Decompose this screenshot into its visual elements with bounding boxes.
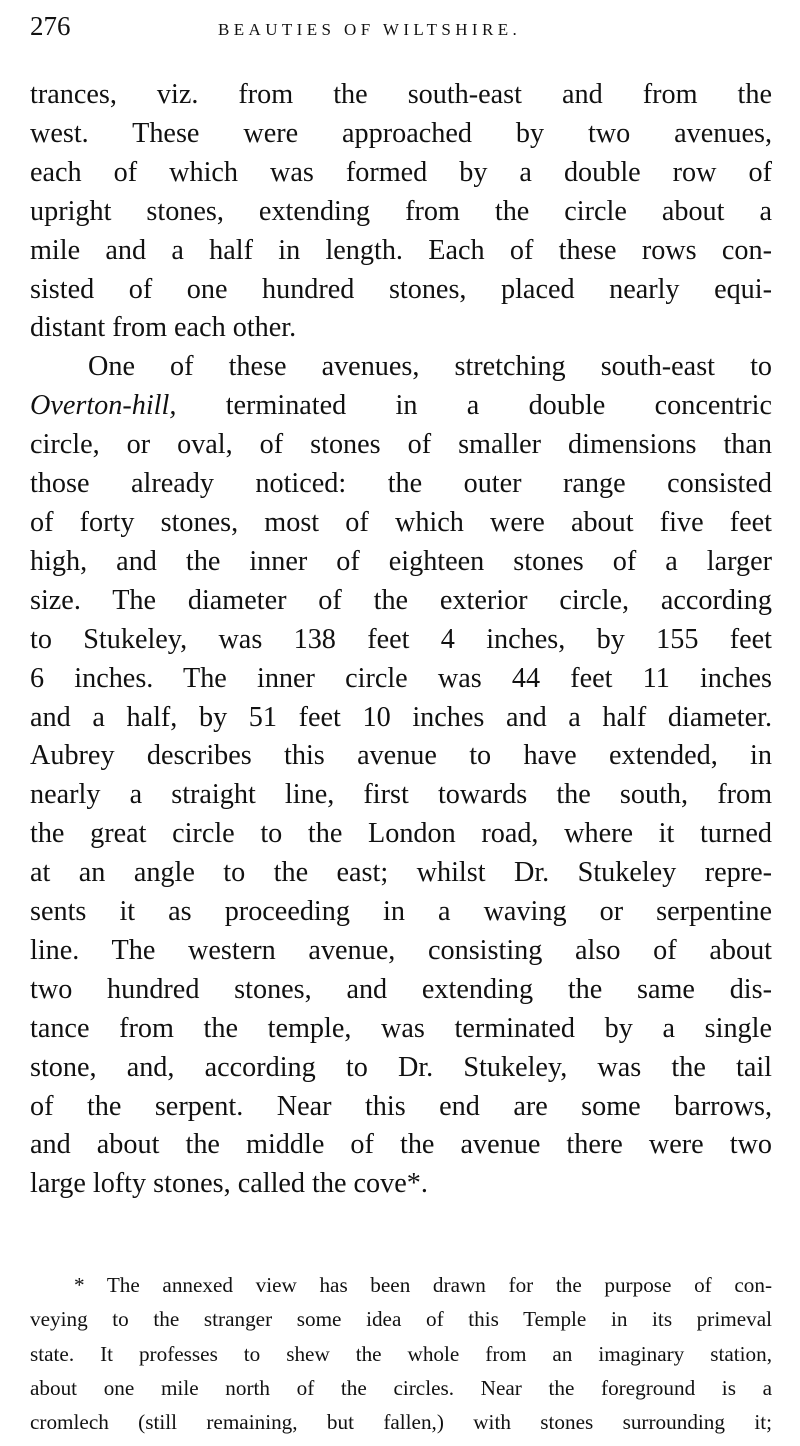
- footnote-line: about one mile north of the circles. Near the foreground is a: [30, 1375, 772, 1400]
- text-line: and about the middle of the avenue there were two: [30, 1129, 772, 1161]
- text-line: line. The western avenue, consisting also of about: [30, 934, 772, 966]
- text-line: stone, and, according to Dr. Stukeley, was the tail: [30, 1051, 772, 1083]
- running-head: BEAUTIES OF WILTSHIRE.: [218, 20, 522, 39]
- text-line: sisted of one hundred stones, placed nearly equi-: [30, 273, 772, 305]
- footnote-line: veying to the stranger some idea of this Temple in its primeval: [30, 1307, 772, 1332]
- text-line: each of which was formed by a double row of: [30, 156, 772, 188]
- text-line: of forty stones, most of which were about five feet: [30, 506, 772, 538]
- text-line: nearly a straight line, first towards the south, from: [30, 779, 772, 811]
- place-name-overton-hill: Overton-hill,: [30, 390, 177, 422]
- text-line-with-place-name: [30, 387, 772, 426]
- text-line: Aubrey describes this avenue to have extended, in: [30, 740, 772, 772]
- text-line: size. The diameter of the exterior circle, according: [30, 584, 772, 616]
- footnote-line: cromlech (still remaining, but fallen,) with stones surrounding it;: [30, 1410, 772, 1435]
- page-number: 276: [30, 11, 71, 41]
- text-line: mile and a half in length. Each of these rows con-: [30, 234, 772, 266]
- text-line: distant from each other.: [30, 312, 297, 344]
- text-line: two hundred stones, and extending the same dis-: [30, 973, 772, 1005]
- text-line: One of these avenues, stretching south-east to: [88, 351, 772, 383]
- footnote-line: state. It professes to shew the whole from an imaginary station,: [30, 1341, 772, 1366]
- footnote: [30, 1268, 772, 1439]
- text-line: tance from the temple, was terminated by a single: [30, 1012, 772, 1044]
- text-line: 6 inches. The inner circle was 44 feet 11 inches: [30, 662, 772, 694]
- text-line: trances, viz. from the south-east and from the: [30, 79, 772, 110]
- text-line: large lofty stones, called the cove*.: [30, 1168, 428, 1200]
- text-line: those already noticed: the outer range consisted: [30, 468, 772, 500]
- page-header: [30, 6, 770, 50]
- text-line: of the serpent. Near this end are some barrows,: [30, 1090, 772, 1122]
- main-text: [30, 76, 772, 1204]
- text-line: to Stukeley, was 138 feet 4 inches, by 155 feet: [30, 623, 772, 655]
- footnote-line: * The annexed view has been drawn for the purpose of con-: [74, 1273, 772, 1297]
- text-line: the great circle to the London road, where it turned: [30, 818, 772, 850]
- text-line: upright stones, extending from the circle about a: [30, 195, 772, 227]
- text-line: high, and the inner of eighteen stones of a larger: [30, 545, 772, 577]
- text-line: and a half, by 51 feet 10 inches and a half diameter.: [30, 701, 772, 733]
- text-line: circle, or oval, of stones of smaller dimensions than: [30, 429, 772, 461]
- text-line-rest: terminated in a double concentric: [225, 390, 772, 422]
- text-line: sents it as proceeding in a waving or serpentine: [30, 896, 772, 928]
- text-line: west. These were approached by two avenues,: [30, 117, 772, 149]
- text-line: at an angle to the east; whilst Dr. Stukeley repre-: [30, 857, 772, 889]
